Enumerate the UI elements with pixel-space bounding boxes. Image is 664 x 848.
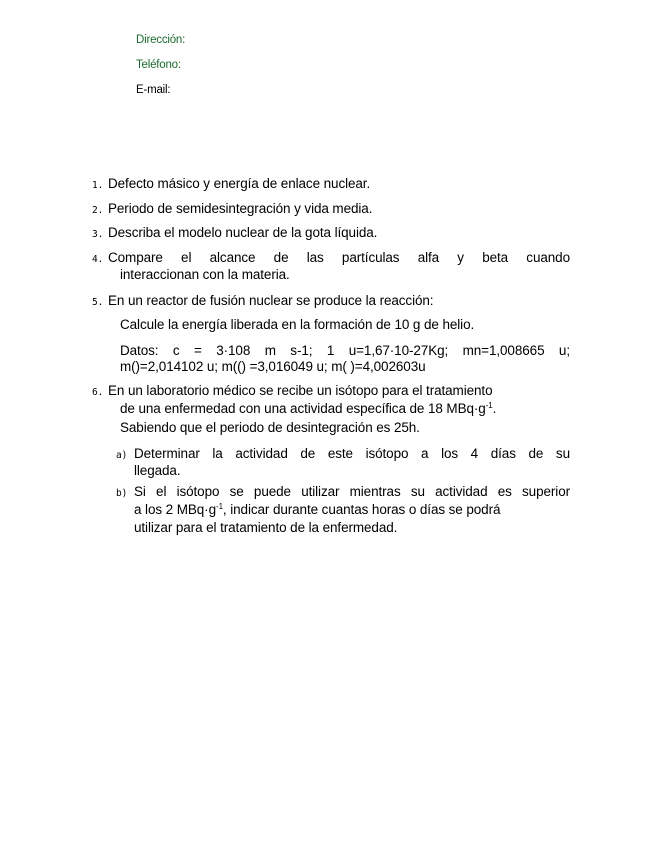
- superscript: -1: [485, 401, 493, 410]
- subquestion-label: b): [116, 488, 128, 499]
- question-text: Describa el modelo nuclear de la gota líquida.: [108, 225, 378, 240]
- subquestion-text-line1: Si el isótopo se puede utilizar mientras su actividad es superior: [134, 484, 570, 499]
- question-number: 5.: [92, 297, 104, 308]
- question-datos-line2: m()=2,014102 u; m(() =3,016049 u; m( )=4,002603u: [120, 359, 426, 374]
- question-text: Defecto másico y energía de enlace nuclear.: [108, 176, 371, 191]
- subquestion-text-line1: Determinar la actividad de este isótopo a los 4 días de su: [134, 446, 570, 461]
- email-label: E-mail:: [136, 84, 171, 96]
- question-datos-line1: Datos: c = 3·108 m s-1; 1 u=1,67·10-27Kg; mn=1,008665 u;: [120, 343, 570, 358]
- question-number: 1.: [92, 180, 104, 191]
- subquestion-text-line2: [134, 502, 570, 518]
- question-text-line2: [108, 401, 570, 417]
- question-text-line1: Compare el alcance de las partículas alfa y beta cuando: [108, 250, 570, 265]
- subquestion-label: a): [116, 450, 128, 461]
- question-text-line3: Sabiendo que el periodo de desintegración es 25h.: [120, 420, 420, 435]
- superscript: -1: [216, 502, 223, 511]
- question-number: 2.: [92, 205, 104, 216]
- subquestion-text-line2: llegada.: [134, 463, 181, 478]
- question-number: 3.: [92, 229, 104, 240]
- question-number: 6.: [92, 387, 104, 398]
- subquestion-text-line2-end: , indicar durante cuantas horas o días se podrá: [222, 502, 501, 517]
- question-text: Periodo de semidesintegración y vida media.: [108, 201, 373, 216]
- question-text-line2-end: .: [492, 401, 497, 416]
- subquestion-text-line2-start: a los 2 MBq·g: [134, 502, 216, 517]
- question-text-line2-main: de una enfermedad con una actividad específica de 18 MBq·g: [120, 401, 486, 416]
- direccion-label: Dirección:: [136, 34, 186, 46]
- question-text-line2: interaccionan con la materia.: [120, 267, 290, 282]
- question-text: En un reactor de fusión nuclear se produce la reacción:: [108, 293, 434, 308]
- question-number: 4.: [92, 254, 104, 265]
- question-calc: Calcule la energía liberada en la formación de 10 g de helio.: [120, 317, 475, 332]
- subquestion-text-line3: utilizar para el tratamiento de la enfermedad.: [134, 520, 398, 535]
- question-text-line1: En un laboratorio médico se recibe un isótopo para el tratamiento: [108, 383, 493, 398]
- telefono-label: Teléfono:: [136, 59, 181, 71]
